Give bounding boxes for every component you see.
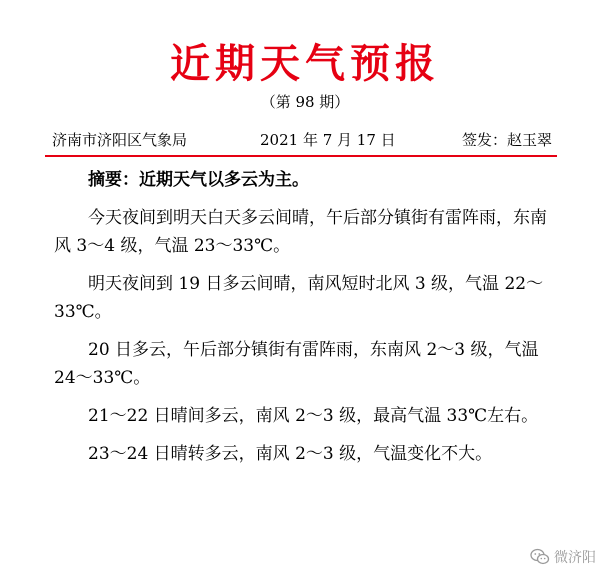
issue-number: （第 98 期）: [260, 93, 350, 111]
issuing-organization: 济南市济阳区气象局: [52, 131, 188, 149]
forecast-body: [54, 166, 554, 478]
document-header: [52, 128, 552, 152]
wechat-icon: [530, 548, 550, 566]
forecast-paragraph: 21～22 日晴间多云，南风 2～3 级，最高气温 33℃左右。: [88, 406, 539, 426]
forecast-paragraph: 今天夜间到明天白天多云间晴，午后部分镇街有雷阵雨，东南风 3～4 级，气温 23～33℃。: [54, 208, 547, 256]
forecast-paragraph: 明天夜间到 19 日多云间晴，南风短时北风 3 级，气温 22～33℃。: [54, 274, 544, 322]
issue-date: 2021 年 7 月 17 日: [260, 131, 396, 149]
summary: 摘要：近期天气以多云为主。: [88, 170, 309, 190]
signer: 签发：赵玉翠: [461, 131, 552, 149]
forecast-paragraph: 20 日多云，午后部分镇街有雷阵雨，东南风 2～3 级，气温 24～33℃。: [54, 340, 539, 388]
watermark: [530, 547, 596, 567]
header-divider: [45, 155, 557, 157]
watermark-label: 微济阳: [554, 550, 596, 566]
forecast-paragraph: 23～24 日晴转多云，南风 2～3 级，气温变化不大。: [88, 444, 493, 464]
document-title: 近期天气预报: [170, 41, 440, 87]
